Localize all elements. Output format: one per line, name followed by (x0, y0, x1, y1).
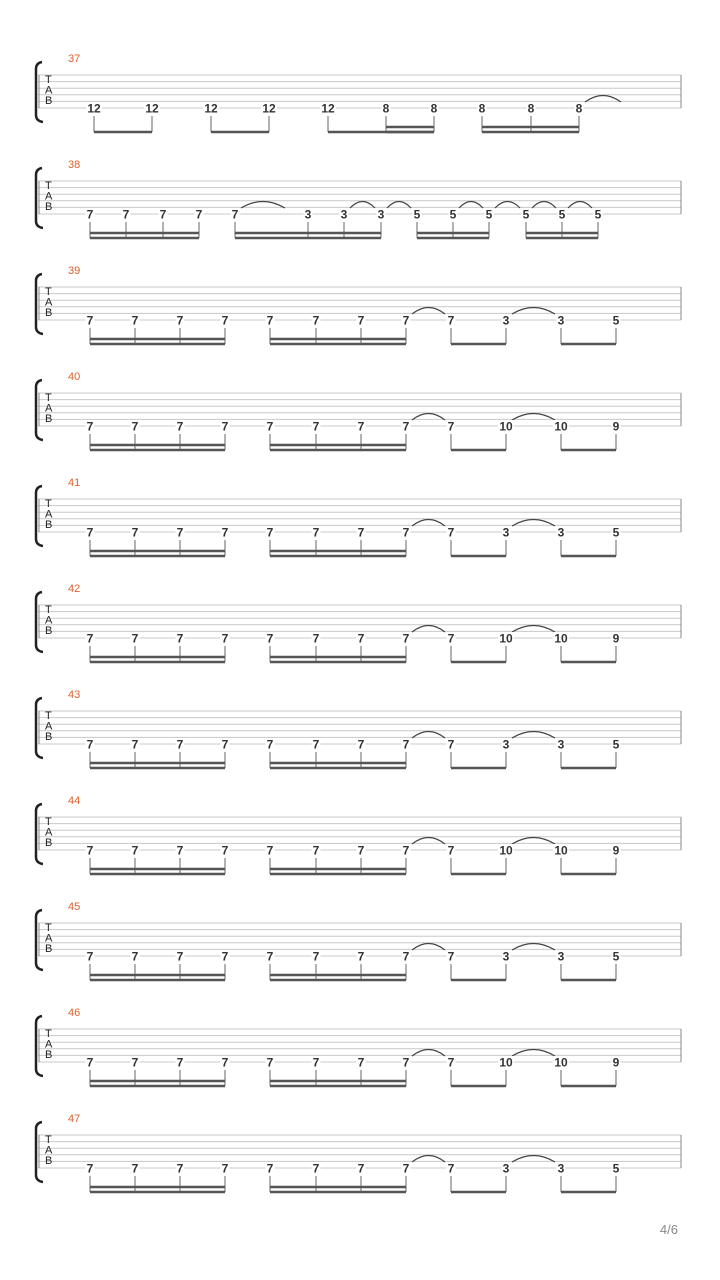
fret-number: 3 (304, 207, 312, 222)
fret-number: 5 (612, 525, 620, 540)
fret-number: 7 (86, 419, 94, 434)
measure-number: 38 (68, 159, 81, 171)
fret-number: 10 (554, 419, 568, 434)
fret-number: 7 (312, 631, 320, 646)
fret-number: 7 (131, 313, 139, 328)
tab-letter-a: A (45, 1038, 53, 1051)
fret-number: 7 (447, 737, 455, 752)
fret-number: 7 (221, 737, 229, 752)
fret-number: 3 (557, 313, 565, 328)
fret-number: 10 (499, 1055, 513, 1070)
tab-letter-a: A (45, 932, 53, 945)
fret-number: 5 (522, 207, 530, 222)
fret-number: 3 (557, 949, 565, 964)
fret-number: 7 (195, 207, 203, 222)
fret-number: 10 (554, 843, 568, 858)
tab-letter-b: B (45, 413, 53, 425)
tab-letter-a: A (45, 508, 53, 521)
fret-number: 8 (430, 101, 438, 116)
fret-number: 7 (447, 949, 455, 964)
tab-letter-b: B (45, 95, 53, 107)
page-number: 4/6 (659, 1222, 678, 1237)
tab-letter-t: T (45, 180, 52, 192)
fret-number: 8 (382, 101, 390, 116)
tab-letter-b: B (45, 519, 53, 531)
fret-number: 7 (447, 1055, 455, 1070)
fret-number: 7 (447, 843, 455, 858)
fret-number: 7 (221, 525, 229, 540)
fret-number: 7 (266, 949, 274, 964)
fret-number: 7 (176, 1055, 184, 1070)
fret-number: 7 (402, 949, 410, 964)
tab-system-40 (36, 371, 681, 450)
fret-number: 7 (402, 313, 410, 328)
measure-number: 45 (68, 901, 81, 913)
tab-letter-b: B (45, 307, 53, 319)
fret-number: 7 (312, 949, 320, 964)
fret-number: 7 (176, 525, 184, 540)
fret-number: 7 (176, 843, 184, 858)
fret-number: 7 (357, 419, 365, 434)
fret-number: 7 (86, 525, 94, 540)
fret-number: 7 (176, 949, 184, 964)
fret-number: 7 (312, 1161, 320, 1176)
tab-system-45 (36, 901, 681, 980)
fret-number: 12 (145, 101, 159, 116)
fret-number: 3 (340, 207, 348, 222)
tab-letter-t: T (45, 74, 52, 86)
tab-system-42 (36, 583, 681, 662)
fret-number: 7 (312, 525, 320, 540)
measure-number: 39 (68, 265, 81, 277)
fret-number: 7 (221, 949, 229, 964)
fret-number: 7 (86, 843, 94, 858)
fret-number: 3 (557, 737, 565, 752)
fret-number: 7 (86, 631, 94, 646)
fret-number: 10 (499, 631, 513, 646)
fret-number: 7 (131, 737, 139, 752)
tab-letter-b: B (45, 731, 53, 743)
fret-number: 7 (86, 1055, 94, 1070)
fret-number: 7 (176, 1161, 184, 1176)
fret-number: 7 (221, 631, 229, 646)
tab-letter-b: B (45, 1049, 53, 1061)
fret-number: 7 (86, 207, 94, 222)
tab-letter-a: A (45, 614, 53, 627)
fret-number: 3 (377, 207, 385, 222)
fret-number: 7 (86, 949, 94, 964)
fret-number: 7 (221, 419, 229, 434)
fret-number: 7 (447, 525, 455, 540)
fret-number: 3 (502, 1161, 510, 1176)
fret-number: 7 (221, 843, 229, 858)
tab-system-43 (36, 689, 681, 768)
fret-number: 3 (557, 1161, 565, 1176)
fret-number: 7 (447, 313, 455, 328)
fret-number: 7 (447, 631, 455, 646)
fret-number: 7 (176, 313, 184, 328)
tab-letter-a: A (45, 296, 53, 309)
fret-number: 7 (266, 843, 274, 858)
tab-letter-b: B (45, 837, 53, 849)
fret-number: 7 (86, 1161, 94, 1176)
fret-number: 7 (176, 631, 184, 646)
fret-number: 7 (312, 419, 320, 434)
fret-number: 7 (122, 207, 130, 222)
tab-letter-a: A (45, 190, 53, 203)
fret-number: 3 (502, 525, 510, 540)
fret-number: 7 (357, 949, 365, 964)
tab-letter-t: T (45, 1134, 52, 1146)
fret-number: 8 (575, 101, 583, 116)
fret-number: 7 (357, 737, 365, 752)
fret-number: 10 (554, 1055, 568, 1070)
fret-number: 7 (266, 313, 274, 328)
fret-number: 7 (402, 843, 410, 858)
measure-number: 44 (68, 795, 81, 807)
fret-number: 10 (499, 843, 513, 858)
measure-number: 41 (68, 477, 81, 489)
fret-number: 5 (594, 207, 602, 222)
fret-number: 10 (554, 631, 568, 646)
fret-number: 7 (357, 313, 365, 328)
tab-system-37 (36, 53, 681, 132)
tab-letter-b: B (45, 625, 53, 637)
tab-letter-t: T (45, 392, 52, 404)
tab-letter-a: A (45, 84, 53, 97)
fret-number: 9 (612, 1055, 620, 1070)
tab-system-47 (36, 1113, 681, 1192)
fret-number: 7 (131, 631, 139, 646)
fret-number: 7 (131, 525, 139, 540)
fret-number: 7 (357, 631, 365, 646)
fret-number: 7 (131, 419, 139, 434)
fret-number: 7 (447, 1161, 455, 1176)
fret-number: 5 (449, 207, 457, 222)
fret-number: 9 (612, 631, 620, 646)
fret-number: 7 (402, 419, 410, 434)
fret-number: 7 (131, 949, 139, 964)
fret-number: 12 (87, 101, 101, 116)
fret-number: 7 (312, 737, 320, 752)
fret-number: 9 (612, 843, 620, 858)
fret-number: 7 (231, 207, 239, 222)
fret-number: 7 (221, 1055, 229, 1070)
fret-number: 7 (312, 1055, 320, 1070)
fret-number: 5 (612, 1161, 620, 1176)
tab-letter-b: B (45, 201, 53, 213)
fret-number: 7 (402, 631, 410, 646)
measure-number: 40 (68, 371, 81, 383)
fret-number: 7 (402, 1055, 410, 1070)
fret-number: 7 (266, 525, 274, 540)
fret-number: 5 (612, 737, 620, 752)
tab-letter-a: A (45, 720, 53, 733)
tab-letter-a: A (45, 1144, 53, 1157)
fret-number: 7 (447, 419, 455, 434)
tab-letter-t: T (45, 710, 52, 722)
measure-number: 37 (68, 53, 81, 65)
fret-number: 5 (558, 207, 566, 222)
tab-system-39 (36, 265, 681, 344)
fret-number: 7 (402, 737, 410, 752)
fret-number: 7 (86, 313, 94, 328)
tab-letter-t: T (45, 1028, 52, 1040)
fret-number: 7 (266, 419, 274, 434)
fret-number: 7 (402, 525, 410, 540)
fret-number: 12 (321, 101, 335, 116)
fret-number: 3 (502, 949, 510, 964)
fret-number: 9 (612, 419, 620, 434)
fret-number: 7 (357, 843, 365, 858)
tab-letter-t: T (45, 498, 52, 510)
tab-letter-a: A (45, 826, 53, 839)
fret-number: 7 (131, 1055, 139, 1070)
tab-system-38 (36, 159, 681, 238)
fret-number: 3 (502, 737, 510, 752)
tab-letter-t: T (45, 286, 52, 298)
fret-number: 5 (612, 949, 620, 964)
tab-letter-t: T (45, 816, 52, 828)
tab-letter-a: A (45, 402, 53, 415)
fret-number: 7 (266, 631, 274, 646)
fret-number: 7 (357, 1161, 365, 1176)
fret-number: 7 (312, 843, 320, 858)
measure-number: 43 (68, 689, 81, 701)
fret-number: 7 (131, 843, 139, 858)
fret-number: 7 (221, 1161, 229, 1176)
fret-number: 7 (312, 313, 320, 328)
fret-number: 8 (527, 101, 535, 116)
fret-number: 5 (612, 313, 620, 328)
tab-letter-b: B (45, 943, 53, 955)
fret-number: 5 (413, 207, 421, 222)
measure-number: 42 (68, 583, 81, 595)
fret-number: 7 (159, 207, 167, 222)
tab-letter-t: T (45, 922, 52, 934)
fret-number: 7 (266, 1055, 274, 1070)
fret-number: 7 (176, 419, 184, 434)
fret-number: 12 (262, 101, 276, 116)
tab-system-46 (36, 1007, 681, 1086)
fret-number: 7 (357, 525, 365, 540)
fret-number: 7 (221, 313, 229, 328)
fret-number: 12 (204, 101, 218, 116)
measure-number: 46 (68, 1007, 81, 1019)
tab-system-41 (36, 477, 681, 556)
fret-number: 7 (176, 737, 184, 752)
fret-number: 10 (499, 419, 513, 434)
tab-system-44 (36, 795, 681, 874)
fret-number: 7 (86, 737, 94, 752)
fret-number: 7 (266, 737, 274, 752)
tab-letter-b: B (45, 1155, 53, 1167)
measure-number: 47 (68, 1113, 81, 1125)
tab-letter-t: T (45, 604, 52, 616)
fret-number: 3 (502, 313, 510, 328)
fret-number: 7 (266, 1161, 274, 1176)
fret-number: 5 (485, 207, 493, 222)
fret-number: 8 (478, 101, 486, 116)
fret-number: 7 (357, 1055, 365, 1070)
fret-number: 3 (557, 525, 565, 540)
fret-number: 7 (402, 1161, 410, 1176)
fret-number: 7 (131, 1161, 139, 1176)
